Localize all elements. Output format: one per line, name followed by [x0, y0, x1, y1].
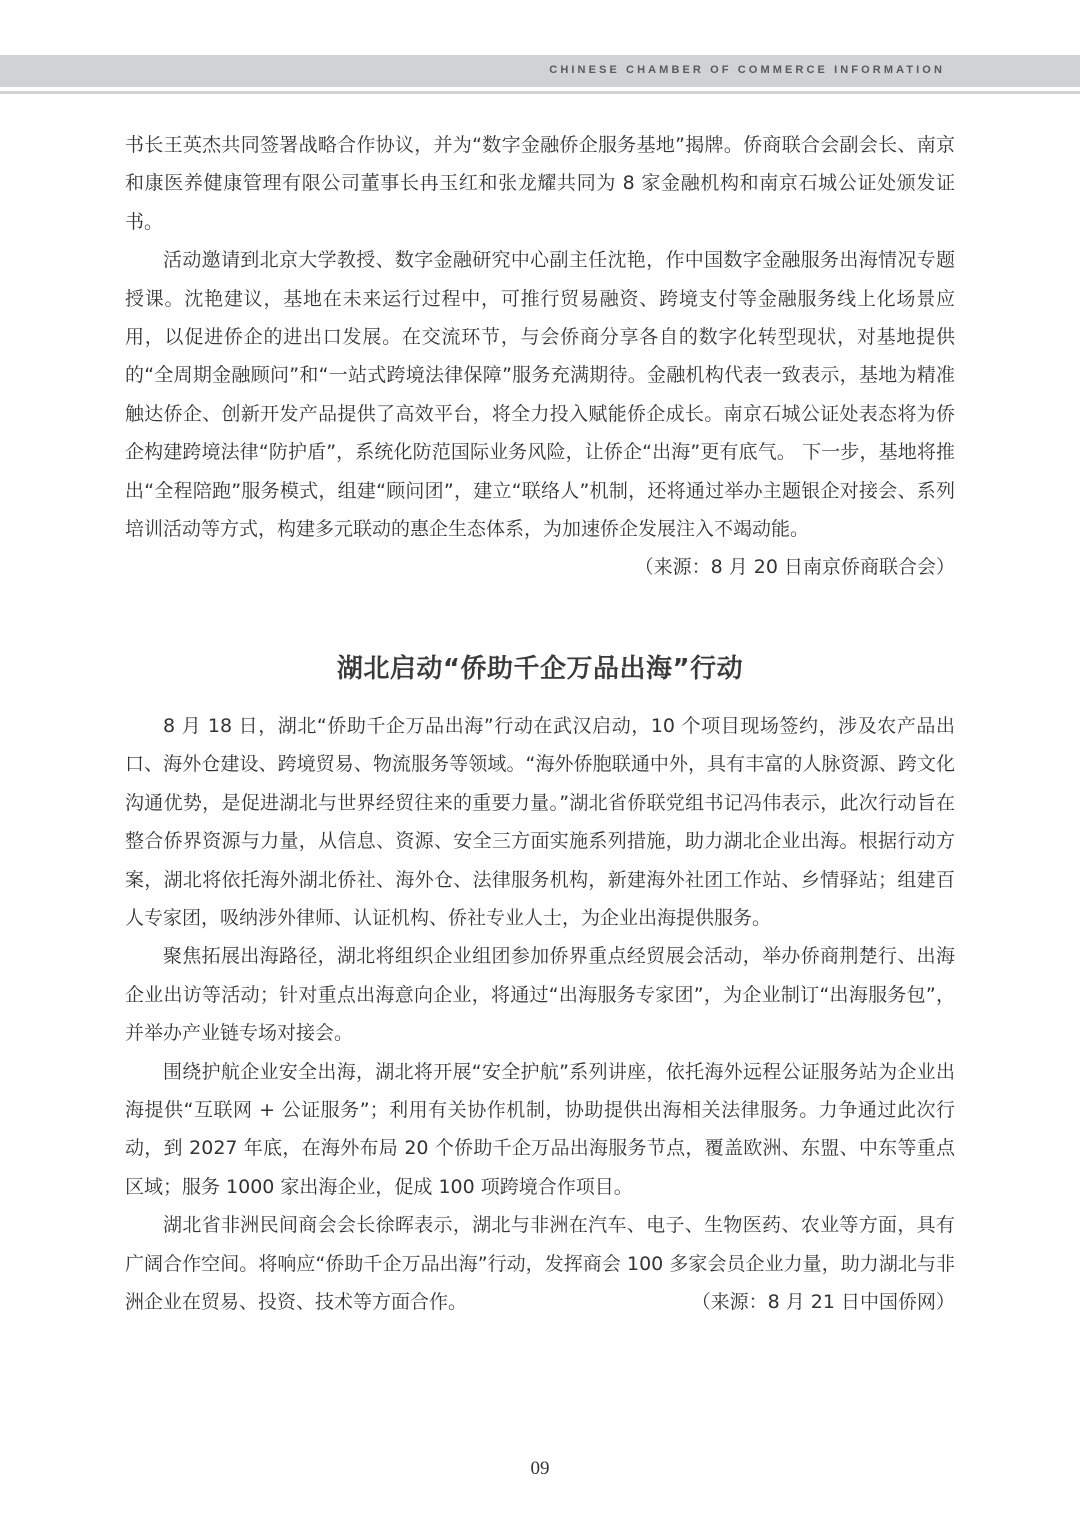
article-body [125, 707, 955, 1322]
page-number: 09 [530, 1458, 550, 1479]
body-paragraph: 8 月 18 日，湖北“侨助千企万品出海”行动在武汉启动，10 个项目现场签约，涉及农产品出口、海外仓建设、跨境贸易、物流服务等领域。“海外侨胞联通中外，具有丰富的人脉资源、跨文化沟通优势，是促进湖北与世界经贸往来的重要力量。”湖北省侨联党组书记冯伟表示，此次行动旨在整合侨界资源与力量，从信息、资源、安全三方面实施系列措施，助力湖北企业出海。根据行动方案，湖北将依托海外湖北侨社、海外仓、法律服务机构，新建海外社团工作站、乡情驿站；组建百人专家团，吸纳涉外律师、认证机构、侨社专业人士，为企业出海提供服务。 [125, 715, 955, 930]
paragraph-text: 湖北省非洲民间商会会长徐晖表示，湖北与非洲在汽车、电子、生物医药、农业等方面，具有广阔合作空间。将响应“侨助千企万品出海”行动，发挥商会 100 多家会员企业力量，助力湖北与非洲企业在贸易、投资、技术等方面合作。 [125, 1214, 955, 1314]
body-paragraph [125, 1206, 955, 1321]
body-paragraph: 围绕护航企业安全出海，湖北将开展“安全护航”系列讲座，依托海外远程公证服务站为企业出海提供“互联网 + 公证服务”；利用有关协作机制，协助提供出海相关法律服务。力争通过此次行动，到 2027 年底，在海外布局 20 个侨助千企万品出海服务节点，覆盖欧洲、东盟、中东等重点区域；服务 1000 家出海企业，促成 100 项跨境合作项目。 [125, 1060, 955, 1198]
body-paragraph [125, 241, 955, 587]
publication-title: CHINESE CHAMBER OF COMMERCE INFORMATION [549, 64, 945, 76]
source-citation: （来源：8 月 21 日中国侨网） [691, 1291, 955, 1314]
header-divider [0, 91, 1080, 94]
article-continuation [125, 126, 955, 587]
body-paragraph: 聚焦拓展出海路径，湖北将组织企业组团参加侨界重点经贸展会活动，举办侨商荆楚行、出海企业出访等活动；针对重点出海意向企业，将通过“出海服务专家团”，为企业制订“出海服务包”，并举办产业链专场对接会。 [125, 945, 955, 1045]
running-header-bar [0, 55, 1080, 87]
paragraph-text: 活动邀请到北京大学教授、数字金融研究中心副主任沈艳，作中国数字金融服务出海情况专题授课。沈艳建议，基地在未来运行过程中，可推行贸易融资、跨境支付等金融服务线上化场景应用，以促进侨企的进出口发展。在交流环节，与会侨商分享各自的数字化转型现状，对基地提供的“全周期金融顾问”和“一站式跨境法律保障”服务充满期待。金融机构代表一致表示，基地为精准触达侨企、创新开发产品提供了高效平台，将全力投入赋能侨企成长。南京石城公证处表态将为侨企构建跨境法律“防护盾”，系统化防范国际业务风险，让侨企“出海”更有底气。 下一步，基地将推出“全程陪跑”服务模式，组建“顾问团”，建立“联络人”机制，还将通过举办主题银企对接会、系列培训活动等方式，构建多元联动的惠企生态体系，为加速侨企发展注入不竭动能。 [125, 249, 955, 541]
body-paragraph: 书长王英杰共同签署战略合作协议，并为“数字金融侨企服务基地”揭牌。侨商联合会副会长、南京和康医养健康管理有限公司董事长冉玉红和张龙耀共同为 8 家金融机构和南京石城公证处颁发证书。 [125, 134, 955, 233]
source-citation: （来源：8 月 20 日南京侨商联合会） [634, 556, 955, 579]
article-title: 湖北启动“侨助千企万品出海”行动 [336, 654, 744, 684]
